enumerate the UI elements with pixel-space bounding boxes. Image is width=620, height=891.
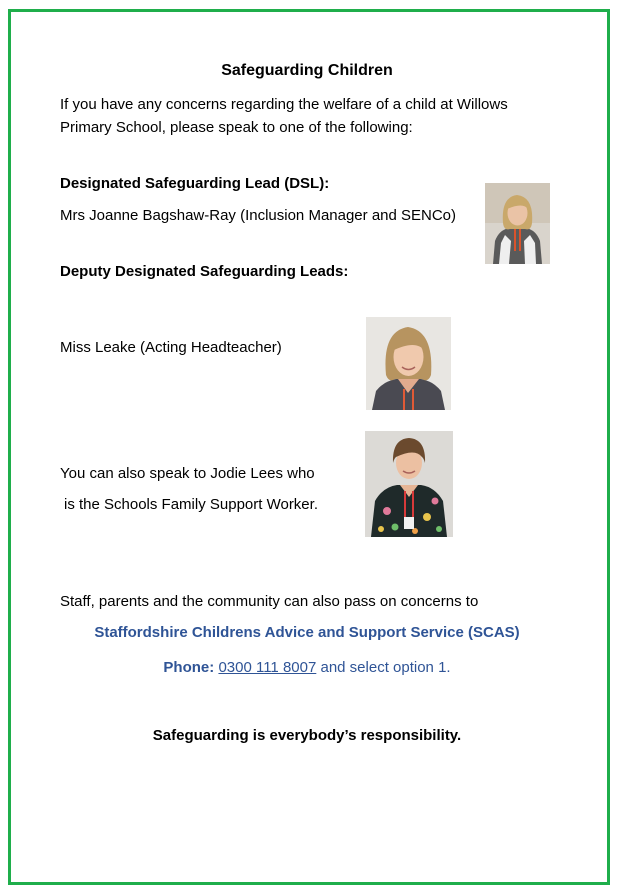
phone-number-link[interactable]: 0300 111 8007 [218, 659, 317, 676]
closing-statement: Safeguarding is everybody’s responsibility. [152, 727, 462, 744]
dsl-name: Mrs Joanne Bagshaw-Ray (Inclusion Manager and SENCo) [60, 207, 457, 224]
intro-line-1: If you have any concerns regarding the welfare of a child at Willows [60, 96, 508, 113]
deputy-photo [366, 317, 451, 410]
page-border [8, 9, 610, 885]
fsw-photo [365, 431, 453, 537]
dsl-heading: Designated Safeguarding Lead (DSL): [60, 175, 330, 192]
page-title: Safeguarding Children [221, 62, 393, 79]
phone-label: Phone: [163, 659, 215, 676]
deputy-heading: Deputy Designated Safeguarding Leads: [60, 263, 349, 280]
concerns-line: Staff, parents and the community can also pass on concerns to [60, 593, 479, 610]
dsl-photo [485, 183, 550, 264]
phone-suffix: and select option 1. [316, 659, 451, 676]
phone-line [0, 657, 614, 679]
service-name: Staffordshire Childrens Advice and Support Service (SCAS) [94, 624, 520, 641]
fsw-line-1: You can also speak to Jodie Lees who [60, 465, 315, 482]
deputy-name: Miss Leake (Acting Headteacher) [60, 339, 282, 356]
fsw-line-2: is the Schools Family Support Worker. [64, 496, 318, 513]
intro-line-2: Primary School, please speak to one of the following: [60, 119, 413, 136]
